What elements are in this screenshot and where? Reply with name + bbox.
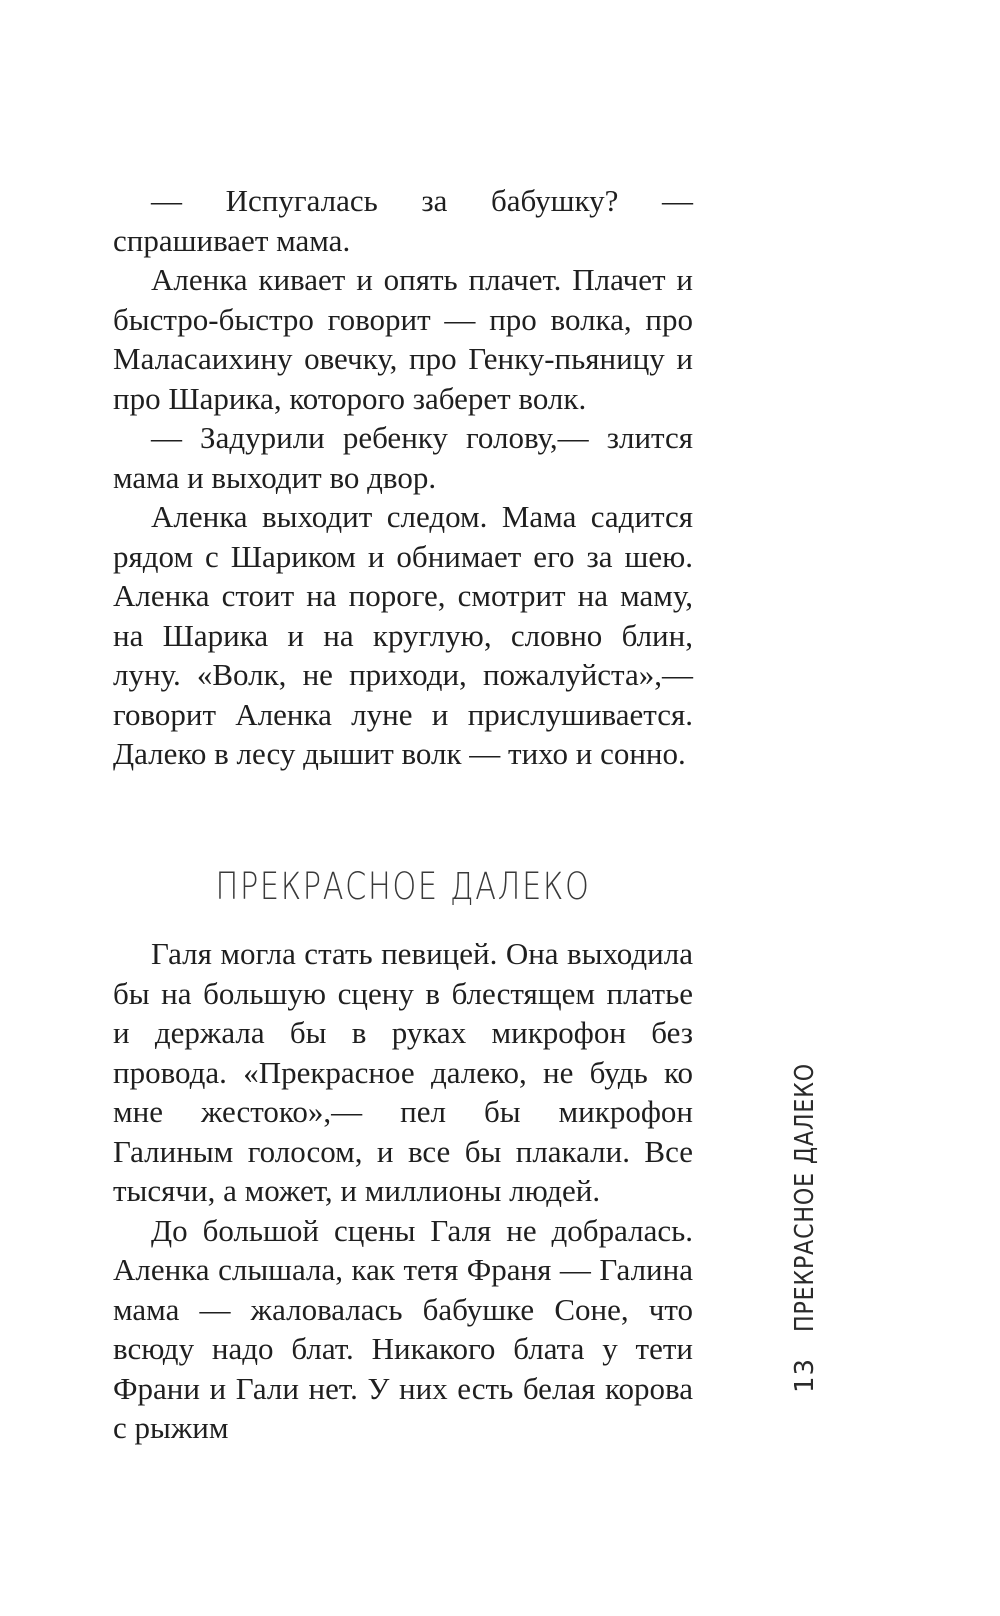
body-text-bottom bbox=[113, 934, 693, 1448]
page-number: 13 bbox=[790, 1357, 820, 1393]
paragraph: — Испугалась за бабушку? — спрашивает мама. bbox=[113, 183, 693, 258]
paragraph: — Задурили ребенку голову,— злится мама и выходит во двор. bbox=[113, 420, 693, 495]
paragraph: Аленка выходит следом. Мама садится рядом с Шариком и обнимает его за шею. Аленка стоит на пороге, смотрит на маму, на Шарика и на круглую, словно блин, луну. «Волк, не приходи, пожалуйста»,— говорит Аленка луне и прислушивается. Далеко в лесу дышит волк — тихо и сонно. bbox=[113, 499, 693, 771]
body-text-top bbox=[113, 181, 693, 774]
paragraph: Аленка кивает и опять плачет. Плачет и быстро-быстро говорит — про волка, про Маласаихину овечку, про Генку-пьяницу и про Шарика, которого заберет волк. bbox=[113, 262, 693, 416]
chapter-title: ПРЕКРАСНОЕ ДАЛЕКО bbox=[215, 865, 591, 908]
running-header-title: ПРЕКРАСНОЕ ДАЛЕКО bbox=[790, 1062, 820, 1332]
paragraph: Галя могла стать певицей. Она выходила бы на большую сцену в блестящем платье и держала бы в руках микрофон без провода. «Прекрасное далеко, не будь ко мне жестоко»,— пел бы микрофон Галиным голосом, и все бы плакали. Все тысячи, а может, и миллионы людей. bbox=[113, 936, 693, 1208]
paragraph: До большой сцены Галя не добралась. Аленка слышала, как тетя Франя — Галина мама — жаловалась бабушке Соне, что всюду надо блат. Никакого блата у тети Франи и Гали нет. У них есть белая корова с рыжим bbox=[113, 1212, 693, 1445]
running-header bbox=[790, 1062, 820, 1393]
